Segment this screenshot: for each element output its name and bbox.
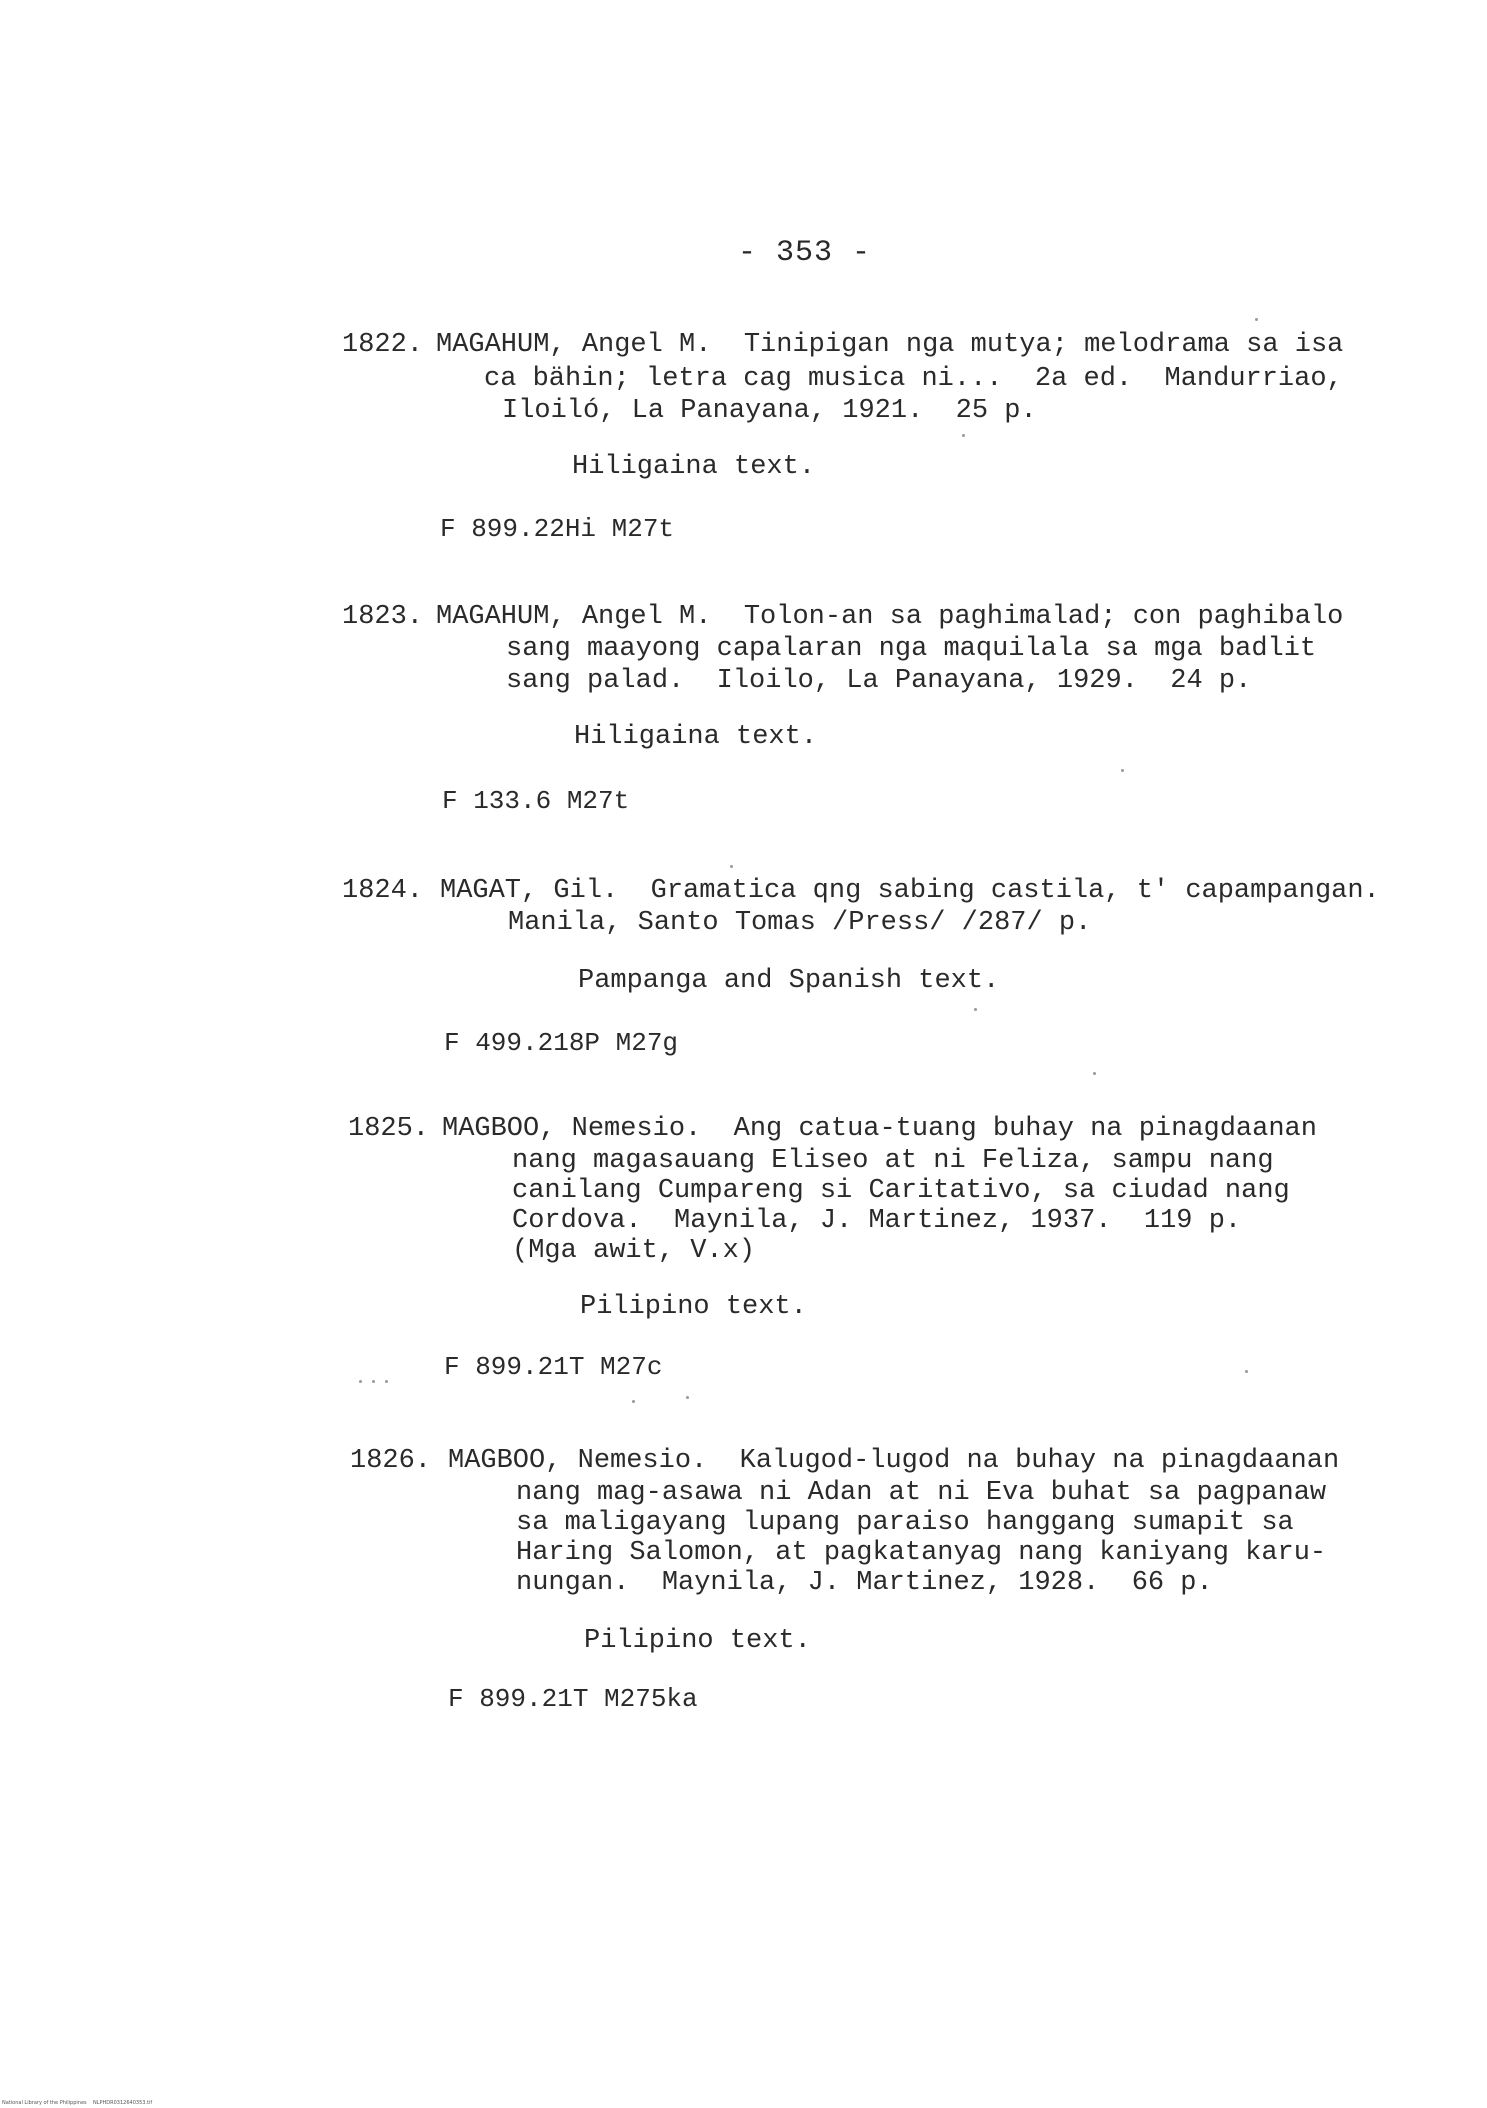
entry-language-note: Hiligaina text. [574,722,818,752]
scan-speck [974,1008,977,1011]
entry-call-number: F 133.6 M27t [442,786,630,816]
entry-number: 1823. [342,602,424,632]
scan-speck [1255,318,1258,321]
scan-footer: National Library of the Philippines NLPHDR0312640353.tif [2,2100,153,2106]
entry-heading-line: MAGBOO, Nemesio. Kalugod-lugod na buhay na pinagdaanan [448,1446,1340,1476]
scan-speck [632,1400,635,1403]
entry-number: 1825. [348,1114,430,1144]
entry-number: 1826. [350,1446,432,1476]
entry-continuation-line: Iloiló, La Panayana, 1921. 25 p. [502,396,1037,426]
entry-call-number: F 899.21T M275ka [448,1684,698,1714]
entry-call-number: F 899.21T M27c [444,1352,663,1382]
page-number: - 353 - [738,236,872,270]
scan-speck [385,1380,388,1383]
entry-continuation-line: canilang Cumpareng si Caritativo, sa ciudad nang [512,1176,1290,1206]
entry-continuation-line: (Mga awit, V.x) [512,1236,756,1266]
entry-heading-line: MAGAT, Gil. Gramatica qng sabing castila, t' capampangan. [440,876,1380,906]
entry-continuation-line: sang maayong capalaran nga maquilala sa mga badlit [506,634,1317,664]
entry-continuation-line: Cordova. Maynila, J. Martinez, 1937. 119 p. [512,1206,1242,1236]
scan-speck [730,865,733,868]
scan-speck [372,1380,375,1383]
entry-continuation-line: nang magasauang Eliseo at ni Feliza, sampu nang [512,1146,1274,1176]
entry-continuation-line: nungan. Maynila, J. Martinez, 1928. 66 p. [516,1568,1213,1598]
entry-number: 1822. [342,330,424,360]
scan-speck [1121,769,1124,772]
entry-continuation-line: ca bähin; letra cag musica ni... 2a ed. Mandurriao, [484,364,1343,394]
entry-language-note: Hiligaina text. [572,452,816,482]
entry-number: 1824. [342,876,424,906]
entry-heading-line: MAGAHUM, Angel M. Tinipigan nga mutya; melodrama sa isa [436,330,1344,360]
entry-language-note: Pampanga and Spanish text. [578,966,1000,996]
scan-speck [1245,1370,1248,1373]
entry-language-note: Pilipino text. [580,1292,807,1322]
entry-call-number: F 499.218P M27g [444,1028,679,1058]
entry-continuation-line: sa maligayang lupang paraiso hanggang sumapit sa [516,1508,1294,1538]
entry-continuation-line: sang palad. Iloilo, La Panayana, 1929. 24 p. [506,666,1252,696]
entry-call-number: F 899.22Hi M27t [440,514,675,544]
entry-language-note: Pilipino text. [584,1626,811,1656]
scan-speck [962,434,965,437]
scan-speck [359,1380,362,1383]
entry-continuation-line: Manila, Santo Tomas /Press/ /287/ p. [508,908,1092,938]
scan-speck [1093,1072,1096,1075]
entry-heading-line: MAGBOO, Nemesio. Ang catua-tuang buhay na pinagdaanan [442,1114,1317,1144]
scan-speck [686,1396,689,1399]
entry-continuation-line: Haring Salomon, at pagkatanyag nang kaniyang karu- [516,1538,1327,1568]
entry-heading-line: MAGAHUM, Angel M. Tolon-an sa paghimalad; con paghibalo [436,602,1344,632]
entry-continuation-line: nang mag-asawa ni Adan at ni Eva buhat sa pagpanaw [516,1478,1327,1508]
